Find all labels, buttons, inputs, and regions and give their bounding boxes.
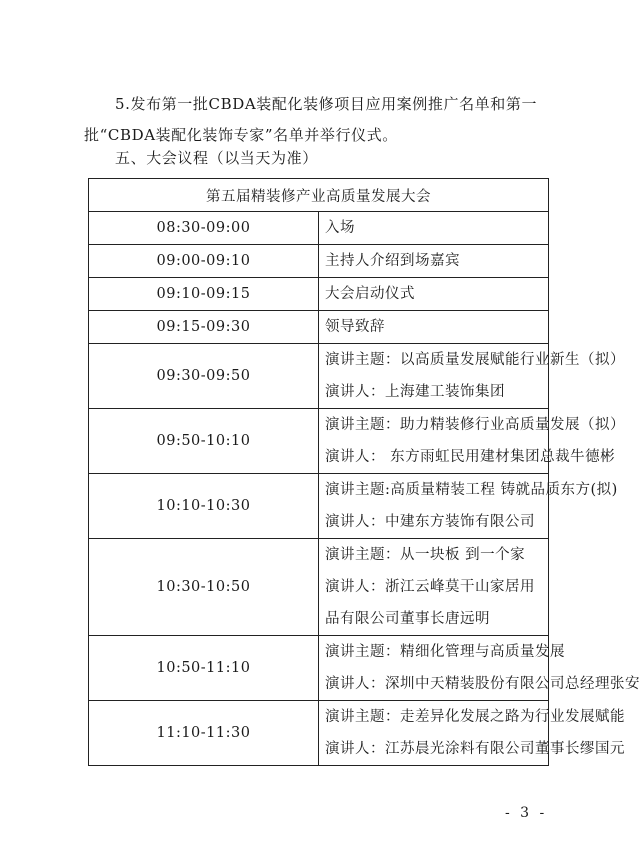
row-line: 主持人介绍到场嘉宾	[325, 253, 460, 269]
talk-speaker: 演讲人：江苏晨光涂料有限公司董事长缪国元	[325, 741, 625, 757]
row-time: 09:50-10:10	[89, 409, 319, 474]
table-row	[89, 636, 549, 701]
row-content	[319, 344, 625, 409]
talk-speaker: 演讲人：深圳中天精装股份有限公司总经理张安	[325, 676, 640, 692]
row-content	[319, 701, 625, 766]
row-content	[319, 636, 640, 701]
row-time: 08:30-09:00	[89, 212, 319, 245]
agenda-item-5-text: 5.发布第一批CBDA装配化装修项目应用案例推广名单和第一批“CBDA装配化装饰专家”名单并举行仪式。	[84, 95, 538, 144]
talk-topic: 演讲主题：走差异化发展之路为行业发展赋能	[325, 709, 625, 725]
table-row	[89, 344, 549, 409]
agenda-title: 第五届精装修产业高质量发展大会	[89, 179, 549, 212]
row-content	[319, 278, 549, 311]
table-row	[89, 311, 549, 344]
talk-topic: 演讲主题：以高质量发展赋能行业新生（拟）	[325, 352, 625, 368]
table-row	[89, 212, 549, 245]
table-row	[89, 701, 549, 766]
table-row	[89, 474, 549, 539]
row-content	[319, 539, 549, 636]
row-line: 入场	[325, 220, 355, 236]
row-time: 09:15-09:30	[89, 311, 319, 344]
talk-speaker: 演讲人：中建东方装饰有限公司	[325, 514, 535, 530]
row-content	[319, 212, 549, 245]
row-time: 09:00-09:10	[89, 245, 319, 278]
talk-topic: 演讲主题：从一块板 到一个家	[325, 547, 526, 563]
talk-speaker: 演讲人：上海建工装饰集团	[325, 384, 505, 400]
row-time: 10:30-10:50	[89, 539, 319, 636]
talk-speaker: 演讲人： 东方雨虹民用建材集团总裁牛德彬	[325, 449, 616, 465]
row-content	[319, 245, 549, 278]
agenda-title-row	[89, 179, 549, 212]
table-row	[89, 245, 549, 278]
row-line: 大会启动仪式	[325, 286, 415, 302]
row-time: 09:10-09:15	[89, 278, 319, 311]
table-row	[89, 278, 549, 311]
row-line: 领导致辞	[325, 319, 385, 335]
row-content	[319, 409, 625, 474]
row-time: 09:30-09:50	[89, 344, 319, 409]
row-time: 11:10-11:30	[89, 701, 319, 766]
row-content	[319, 474, 618, 539]
row-content	[319, 311, 549, 344]
row-time: 10:10-10:30	[89, 474, 319, 539]
talk-speaker: 演讲人：浙江云峰莫干山家居用品有限公司董事长唐远明	[325, 579, 535, 627]
agenda-table	[88, 178, 640, 766]
section-heading-agenda: 五、大会议程（以当天为准）	[115, 149, 318, 167]
talk-topic: 演讲主题：精细化管理与高质量发展	[325, 644, 565, 660]
row-time: 10:50-11:10	[89, 636, 319, 701]
talk-topic: 演讲主题:高质量精装工程 铸就品质东方(拟)	[325, 482, 618, 498]
table-row	[89, 539, 549, 636]
talk-topic: 演讲主题：助力精装修行业高质量发展（拟）	[325, 417, 625, 433]
page-number: - 3 -	[505, 805, 548, 821]
table-row	[89, 409, 549, 474]
